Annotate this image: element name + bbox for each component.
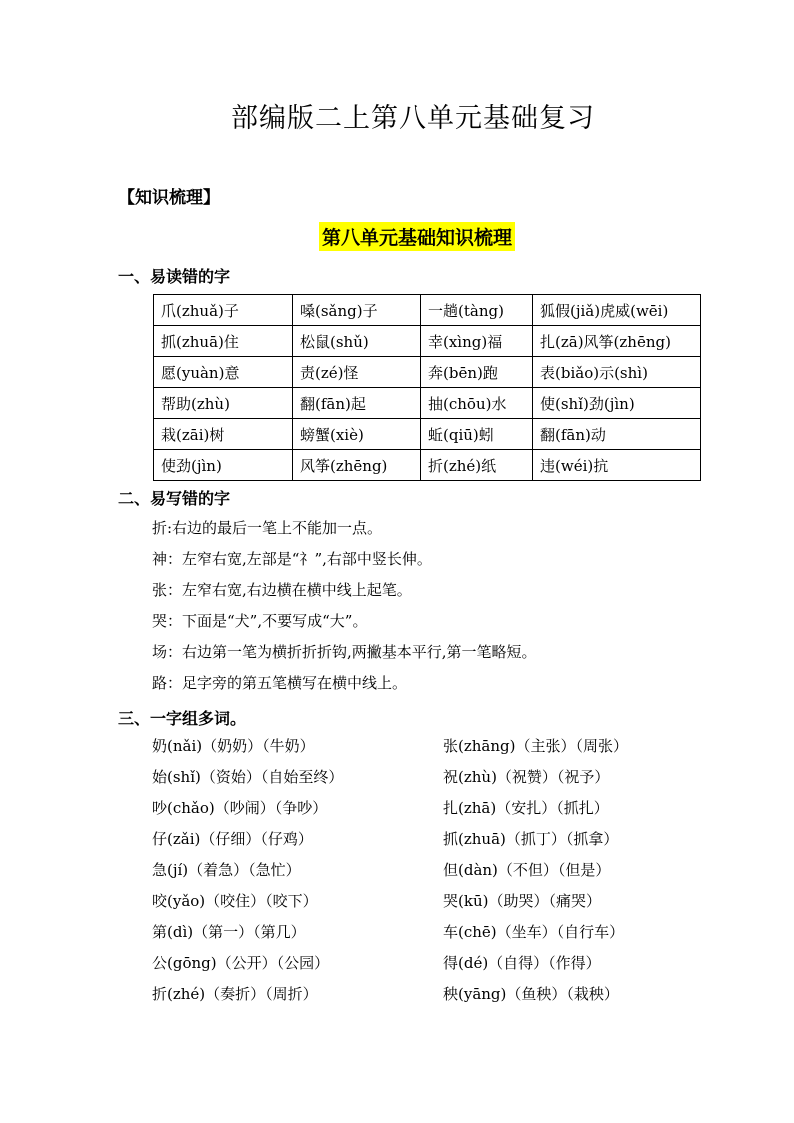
word-group-item: 第(dì)（第一）（第几）	[152, 923, 306, 941]
section2-heading: 二、易写错的字	[118, 489, 231, 508]
table-cell: 风筝(zhēng)	[293, 450, 421, 481]
subtitle-wrap	[0, 222, 794, 251]
note-item: 场：右边第一笔为横折折折钩,两撇基本平行,第一笔略短。	[152, 643, 537, 661]
word-group-item: 始(shǐ)（资始）（自始至终）	[152, 768, 344, 786]
table-cell: 帮助(zhù)	[154, 388, 293, 419]
table-cell: 违(wéi)抗	[533, 450, 701, 481]
table-cell: 折(zhé)纸	[421, 450, 533, 481]
misread-characters-table	[153, 294, 701, 481]
word-group-item: 急(jí)（着急）（急忙）	[152, 861, 301, 879]
table-row	[154, 388, 701, 419]
table-cell: 翻(fān)起	[293, 388, 421, 419]
table-cell: 松鼠(shǔ)	[293, 326, 421, 357]
word-group-item: 张(zhāng)（主张）（周张）	[443, 737, 628, 755]
table-cell: 螃蟹(xiè)	[293, 419, 421, 450]
table-cell: 责(zé)怪	[293, 357, 421, 388]
table-cell: 愿(yuàn)意	[154, 357, 293, 388]
note-item: 折:右边的最后一笔上不能加一点。	[152, 519, 383, 537]
note-item: 路：足字旁的第五笔横写在横中线上。	[152, 674, 408, 692]
table-row	[154, 357, 701, 388]
word-group-item: 扎(zhā)（安扎）（抓扎）	[443, 799, 609, 817]
word-group-item: 秧(yāng)（鱼秧）（栽秧）	[443, 985, 619, 1003]
word-group-item: 抓(zhuā)（抓丁）（抓拿）	[443, 830, 619, 848]
table-cell: 使劲(jìn)	[154, 450, 293, 481]
note-item: 哭：下面是“犬”,不要写成“大”。	[152, 612, 368, 630]
highlighted-subtitle: 第八单元基础知识梳理	[319, 222, 515, 251]
table-row	[154, 450, 701, 481]
word-group-item: 折(zhé)（奏折）（周折）	[152, 985, 318, 1003]
table-cell: 爪(zhuǎ)子	[154, 295, 293, 326]
table-cell: 幸(xìng)福	[421, 326, 533, 357]
table-cell: 扎(zā)风筝(zhēng)	[533, 326, 701, 357]
table-row	[154, 295, 701, 326]
word-group-item: 车(chē)（坐车）（自行车）	[443, 923, 625, 941]
word-group-item: 得(dé)（自得）（作得）	[443, 954, 601, 972]
word-group-item: 但(dàn)（不但）（但是）	[443, 861, 611, 879]
table-row	[154, 326, 701, 357]
table-cell: 蚯(qiū)蚓	[421, 419, 533, 450]
section3-heading: 三、一字组多词。	[118, 709, 247, 728]
table-cell: 奔(bēn)跑	[421, 357, 533, 388]
word-group-item: 公(gōng)（公开）（公园）	[152, 954, 330, 972]
table-cell: 嗓(sǎng)子	[293, 295, 421, 326]
table-row	[154, 419, 701, 450]
table-cell: 抽(chōu)水	[421, 388, 533, 419]
table-cell: 翻(fān)动	[533, 419, 701, 450]
table-cell: 使(shǐ)劲(jìn)	[533, 388, 701, 419]
section-tag: 【知识梳理】	[118, 188, 220, 208]
table-cell: 一趟(tàng)	[421, 295, 533, 326]
word-group-item: 祝(zhù)（祝赞）（祝予）	[443, 768, 610, 786]
table-cell: 栽(zāi)树	[154, 419, 293, 450]
word-group-item: 哭(kū)（助哭）（痛哭）	[443, 892, 601, 910]
page-title: 部编版二上第八单元基础复习	[231, 103, 595, 134]
word-group-item: 仔(zǎi)（仔细）（仔鸡）	[152, 830, 313, 848]
word-group-item: 咬(yǎo)（咬住）（咬下）	[152, 892, 318, 910]
table-cell: 表(biǎo)示(shì)	[533, 357, 701, 388]
section1-heading: 一、易读错的字	[118, 267, 231, 286]
note-item: 张：左窄右宽,右边横在横中线上起笔。	[152, 581, 412, 599]
word-group-item: 吵(chǎo)（吵闹）（争吵）	[152, 799, 328, 817]
note-item: 神：左窄右宽,左部是“礻”,右部中竖长伸。	[152, 550, 432, 568]
table-cell: 狐假(jiǎ)虎威(wēi)	[533, 295, 701, 326]
table-cell: 抓(zhuā)住	[154, 326, 293, 357]
word-group-item: 奶(nǎi)（奶奶）（牛奶）	[152, 737, 315, 755]
